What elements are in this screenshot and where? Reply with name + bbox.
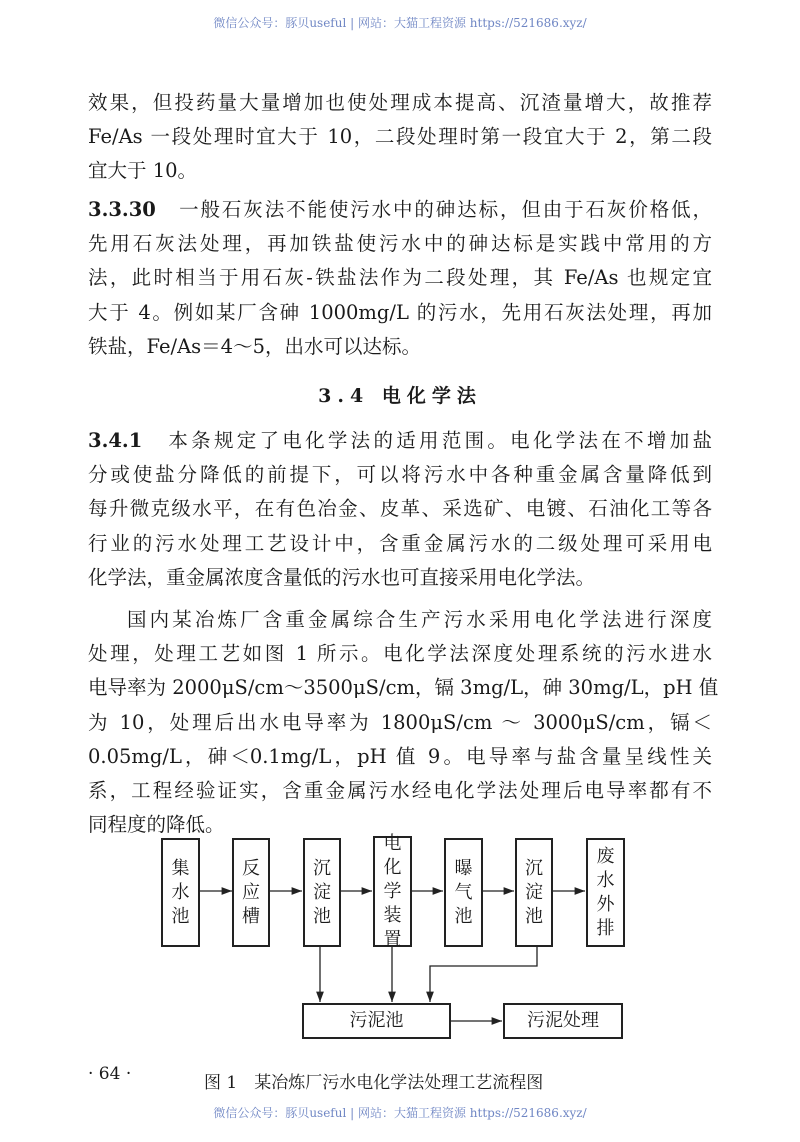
clause-number: 3.4.1 <box>88 429 143 452</box>
flow-box-reaction-tank <box>232 838 270 947</box>
clause-number: 3.3.30 <box>88 198 156 221</box>
text-line: 行业的污水处理工艺设计中，含重金属污水的二级处理可采用电 <box>88 531 712 555</box>
text-line: 大于 4。例如某厂含砷 1000mg/L 的污水，先用石灰法处理，再加 <box>88 300 712 324</box>
flow-box-collection-tank <box>161 838 200 947</box>
text-line: 同程度的降低。 <box>88 813 225 837</box>
watermark-bottom: 微信公众号：豚贝useful | 网站：大猫工程资源 https://521686.xyz/ <box>213 1106 587 1120</box>
watermark-top: 微信公众号：豚贝useful | 网站：大猫工程资源 https://521686.xyz/ <box>213 16 587 30</box>
text-line: 法，此时相当于用石灰-铁盐法作为二段处理，其 Fe/As 也规定宜 <box>88 266 712 290</box>
box-label: 曝气池 <box>454 857 473 927</box>
text-line: 处理，处理工艺如图 1 所示。电化学法深度处理系统的污水进水 <box>88 642 712 666</box>
flow-box-discharge <box>586 838 625 947</box>
text-line: 每升微克级水平，在有色冶金、皮革、采选矿、电镀、石油化工等各 <box>88 497 712 521</box>
text-line: 电导率为 2000μS/cm～3500μS/cm，镉 3mg/L，砷 30mg/L，pH 值 <box>88 676 719 700</box>
flow-box-sedimentation-tank <box>303 838 341 947</box>
text-line: 宜大于 10。 <box>88 159 198 183</box>
text-line: Fe/As 一段处理时宜大于 10，二段处理时第一段宜大于 2，第二段 <box>88 125 712 149</box>
text-line: 化学法，重金属浓度含量低的污水也可直接采用电化学法。 <box>88 565 596 589</box>
box-label: 沉淀池 <box>524 857 543 927</box>
text-line: 分或使盐分降低的前提下，可以将污水中各种重金属含量降低到 <box>88 463 712 487</box>
box-label: 废水外排 <box>596 845 615 939</box>
flow-box-electrochemical-device <box>373 832 412 950</box>
box-label: 反应槽 <box>241 857 260 927</box>
box-label: 电化学装置 <box>383 832 402 950</box>
text-line: 3.4.1 本条规定了电化学法的适用范围。电化学法在不增加盐 <box>88 429 712 452</box>
flow-box-aeration-tank <box>444 838 483 947</box>
text-line: 效果，但投药量大量增加也使处理成本提高、沉渣量增大，故推荐 <box>88 91 712 114</box>
section-heading: 3.4 电化学法 <box>318 385 482 407</box>
text-line: 先用石灰法处理，再加铁盐使污水中的砷达标是实践中常用的方 <box>88 232 712 256</box>
flow-box-sludge-tank: 污泥池 <box>302 1003 451 1039</box>
figure-caption: 图 1 某冶炼厂污水电化学法处理工艺流程图 <box>204 1073 544 1093</box>
text-line: 0.05mg/L，砷＜0.1mg/L，pH 值 9。电导率与盐含量呈线性关 <box>88 744 712 768</box>
text-line: 国内某冶炼厂含重金属综合生产污水采用电化学法进行深度 <box>127 608 712 631</box>
flow-box-sludge-treatment: 污泥处理 <box>503 1003 623 1039</box>
flow-box-sedimentation-tank-2 <box>515 838 553 947</box>
box-label: 集水池 <box>171 857 190 927</box>
text-line: 3.3.30 一般石灰法不能使污水中的砷达标，但由于石灰价格低， <box>88 198 712 221</box>
text-line: 为 10，处理后出水电导率为 1800μS/cm ～ 3000μS/cm，镉＜ <box>88 710 712 734</box>
text-line: 铁盐，Fe/As＝4～5，出水可以达标。 <box>88 334 421 358</box>
page-number: · 64 · <box>88 1064 132 1084</box>
box-label: 沉淀池 <box>312 857 331 927</box>
text-line: 系，工程经验证实，含重金属污水经电化学法处理后电导率都有不 <box>88 779 712 802</box>
